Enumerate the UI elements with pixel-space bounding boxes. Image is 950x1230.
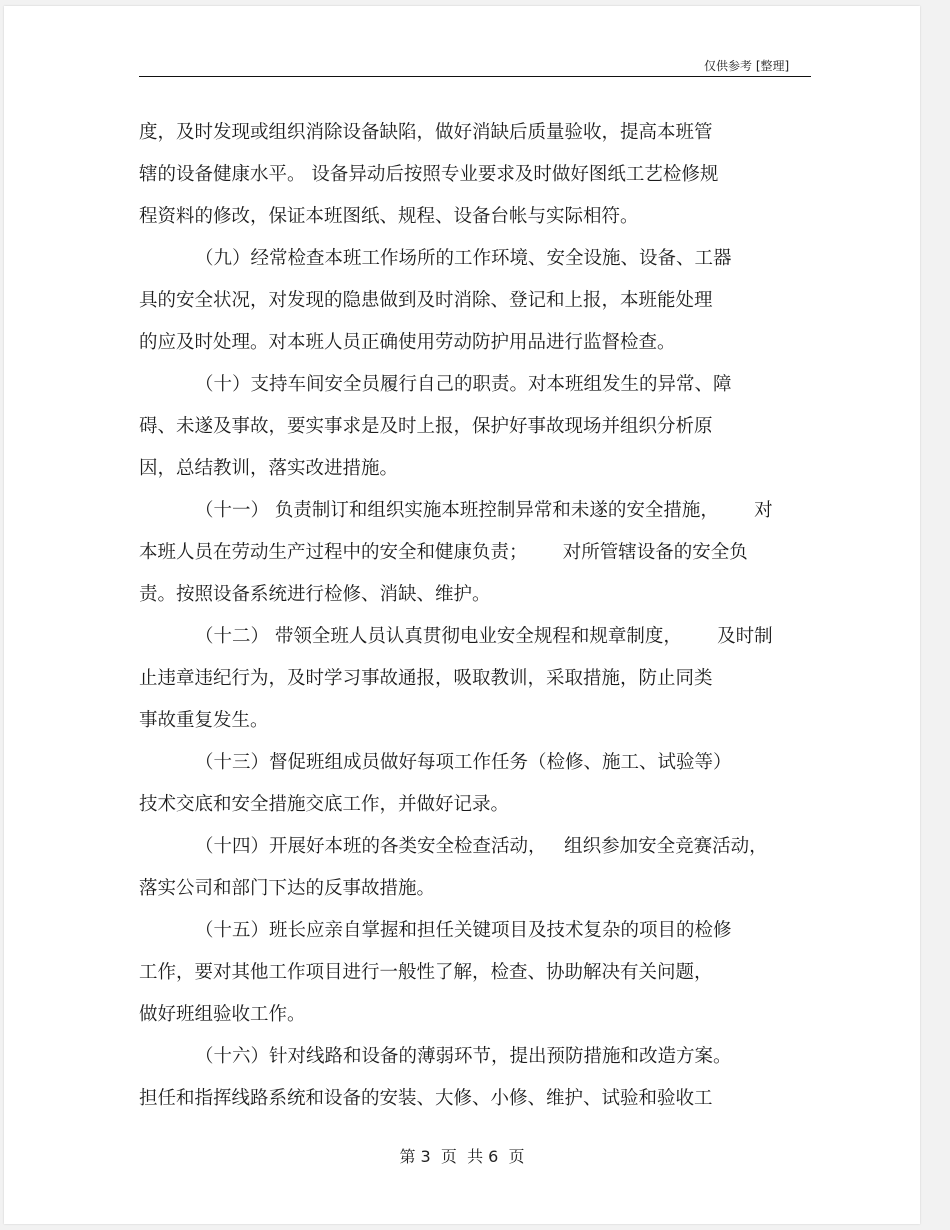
paragraph-item-15 (139, 910, 829, 1036)
text-line: （十二） 带领全班人员认真贯彻电业安全规程和规章制度， 及时制 (195, 626, 773, 647)
paragraph-item-16 (139, 1036, 829, 1120)
text-line: （十一） 负责制订和组织实施本班控制异常和未遂的安全措施， 对 (195, 500, 773, 521)
text-line: 止违章违纪行为，及时学习事故通报，吸取教训，采取措施，防止同类 (139, 668, 713, 689)
text-line: （十五）班长应亲自掌握和担任关键项目及技术复杂的项目的检修 (195, 920, 732, 941)
text-line: 责。按照设备系统进行检修、消缺、维护。 (139, 584, 491, 605)
paragraph-item-13 (139, 742, 829, 826)
page-number: 第 3 页 共 6 页 (399, 1147, 525, 1166)
text-line: 做好班组验收工作。 (139, 1004, 306, 1025)
text-line: （九）经常检查本班工作场所的工作环境、安全设施、设备、工器 (195, 248, 732, 269)
text-line: 程资料的修改，保证本班图纸、规程、设备台帐与实际相符。 (139, 206, 639, 227)
text-line: 度，及时发现或组织消除设备缺陷，做好消缺后质量验收，提高本班管 (139, 122, 713, 143)
text-line: 技术交底和安全措施交底工作，并做好记录。 (139, 794, 510, 815)
text-line: 碍、未遂及事故，要实事求是及时上报，保护好事故现场并组织分析原 (139, 416, 713, 437)
paragraph-continued (139, 112, 829, 238)
paragraph-item-14 (139, 826, 829, 910)
text-line: 因，总结教训，落实改进措施。 (139, 458, 399, 479)
text-line: （十四）开展好本班的各类安全检查活动， 组织参加安全竞赛活动， (195, 836, 768, 857)
paragraph-item-12 (139, 616, 829, 742)
text-line: 的应及时处理。对本班人员正确使用劳动防护用品进行监督检查。 (139, 332, 676, 353)
header-divider (139, 76, 811, 77)
paragraph-item-11 (139, 490, 829, 616)
text-line: （十六）针对线路和设备的薄弱环节，提出预防措施和改造方案。 (195, 1046, 732, 1067)
paragraph-item-10 (139, 364, 829, 490)
text-line: 具的安全状况，对发现的隐患做到及时消除、登记和上报，本班能处理 (139, 290, 713, 311)
text-line: （十三）督促班组成员做好每项工作任务（检修、施工、试验等） (195, 752, 732, 773)
text-line: 事故重复发生。 (139, 710, 269, 731)
paragraph-item-9 (139, 238, 829, 364)
document-page (4, 6, 920, 1224)
text-line: 担任和指挥线路系统和设备的安装、大修、小修、维护、试验和验收工 (139, 1088, 713, 1109)
text-line: 本班人员在劳动生产过程中的安全和健康负责； 对所管辖设备的安全负 (139, 542, 748, 563)
document-body (139, 112, 829, 1120)
text-line: 工作，要对其他工作项目进行一般性了解，检查、协助解决有关问题， (139, 962, 713, 983)
text-line: （十）支持车间安全员履行自己的职责。对本班组发生的异常、障 (195, 374, 732, 395)
text-line: 辖的设备健康水平。 设备异动后按照专业要求及时做好图纸工艺检修规 (139, 164, 719, 185)
header-note: 仅供参考 [整理] (704, 59, 790, 73)
text-line: 落实公司和部门下达的反事故措施。 (139, 878, 436, 899)
